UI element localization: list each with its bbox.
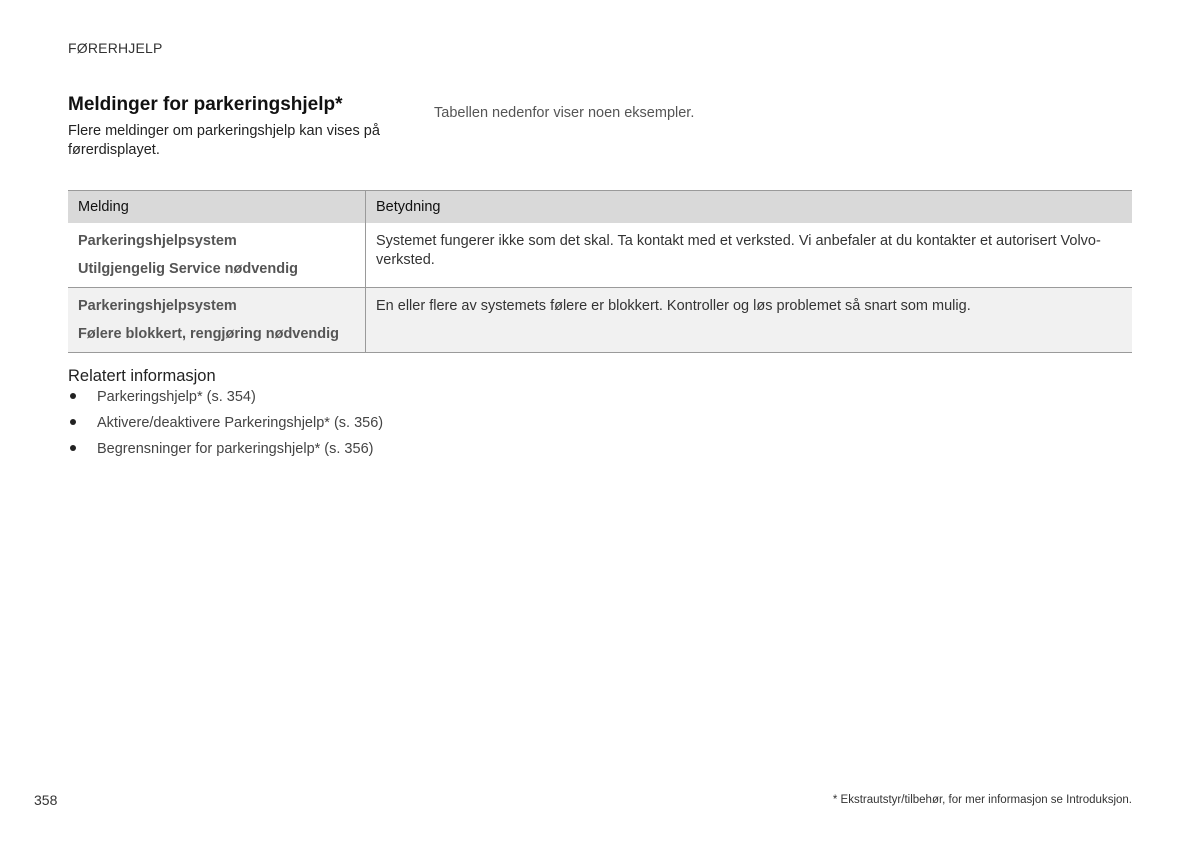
page-number: 358 xyxy=(34,792,58,808)
table-row xyxy=(68,288,1132,353)
message-line-1: Parkeringshjelpsystem xyxy=(78,298,237,314)
messages-table xyxy=(68,190,1132,353)
message-cell xyxy=(68,288,366,353)
message-cell xyxy=(68,223,366,288)
column-header-meaning: Betydning xyxy=(366,191,1133,224)
related-info-list xyxy=(68,386,383,464)
table-header-row xyxy=(68,191,1132,224)
related-info-heading: Relatert informasjon xyxy=(68,367,216,385)
table-intro-text: Tabellen nedenfor viser noen eksempler. xyxy=(434,105,695,121)
footnote: * Ekstrautstyr/tilbehør, for mer informasjon se Introduksjon. xyxy=(832,794,1132,806)
message-line-1: Parkeringshjelpsystem xyxy=(78,233,237,249)
section-label: FØRERHJELP xyxy=(68,40,163,56)
related-link-label: Parkeringshjelp* (s. 354) xyxy=(97,389,256,405)
related-link-label: Aktivere/deaktivere Parkeringshjelp* (s. 356) xyxy=(97,415,384,431)
bullet-icon xyxy=(70,445,76,451)
intro-text: Flere meldinger om parkeringshjelp kan vises på førerdisplayet. xyxy=(68,123,380,158)
related-link-label: Begrensninger for parkeringshjelp* (s. 356) xyxy=(97,441,374,457)
page-title: Meldinger for parkeringshjelp* xyxy=(68,94,343,115)
meaning-cell: En eller flere av systemets følere er blokkert. Kontroller og løs problemet så snart som mulig. xyxy=(366,288,1133,353)
table-row xyxy=(68,223,1132,288)
related-link[interactable] xyxy=(68,386,383,412)
bullet-icon xyxy=(70,393,76,399)
bullet-icon xyxy=(70,419,76,425)
message-line-2: Følere blokkert, rengjøring nødvendig xyxy=(78,326,340,342)
related-link[interactable] xyxy=(68,412,383,438)
message-line-2: Utilgjengelig Service nødvendig xyxy=(78,261,298,277)
column-header-message: Melding xyxy=(68,191,366,224)
meaning-cell: Systemet fungerer ikke som det skal. Ta kontakt med et verksted. Vi anbefaler at du kontakter et autorisert Volvo-verksted. xyxy=(366,223,1133,288)
related-link[interactable] xyxy=(68,438,383,464)
